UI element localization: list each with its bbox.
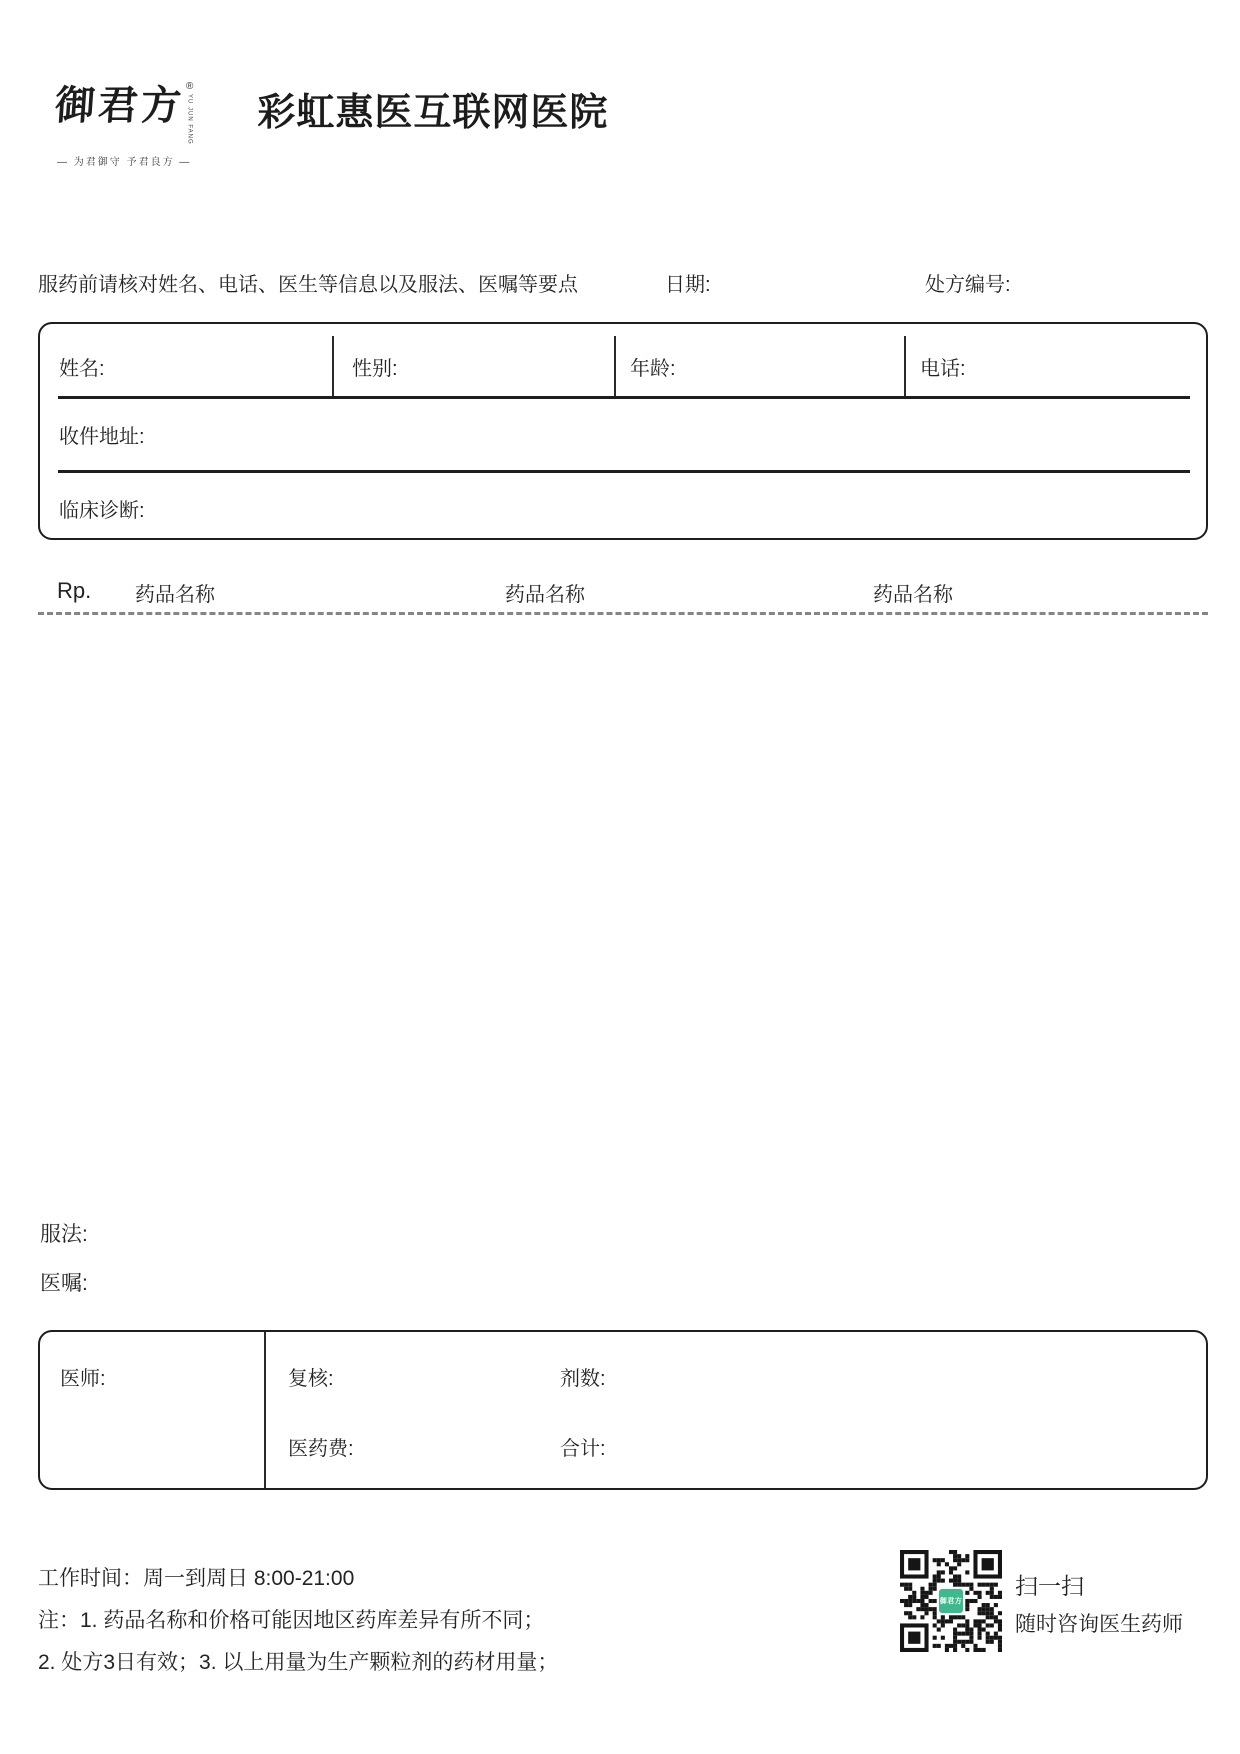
age-label: 年龄: xyxy=(630,358,676,380)
notice-row xyxy=(0,268,1240,296)
usage-label: 服法: xyxy=(40,1223,88,1246)
rp-label: Rp. xyxy=(57,578,92,603)
field-divider xyxy=(904,336,906,396)
drug-name-header: 药品名称 xyxy=(135,584,215,606)
qr-center-logo: 御君方 xyxy=(937,1587,965,1615)
logo-text: 御君方 xyxy=(53,82,186,129)
gender-label: 性别: xyxy=(352,358,398,380)
doses-label: 剂数: xyxy=(560,1368,606,1390)
field-divider xyxy=(614,336,616,396)
dashed-separator xyxy=(38,612,1208,615)
brand-header xyxy=(53,81,609,168)
scan-title: 扫一扫 xyxy=(1015,1573,1084,1599)
name-label: 姓名: xyxy=(59,358,105,380)
row-divider xyxy=(58,470,1190,473)
rx-number-label: 处方编号: xyxy=(925,274,1011,296)
note-line-1: 注：1. 药品名称和价格可能因地区药库差异有所不同； xyxy=(38,1609,545,1632)
qr-code xyxy=(900,1550,1002,1652)
drug-name-header: 药品名称 xyxy=(505,584,585,606)
drug-name-header: 药品名称 xyxy=(873,584,953,606)
field-divider xyxy=(332,336,334,396)
total-label: 合计: xyxy=(560,1438,606,1460)
verify-notice-text: 服药前请核对姓名、电话、医生等信息以及服法、医嘱等要点 xyxy=(38,274,578,296)
patient-info-box xyxy=(38,322,1208,540)
registered-trademark-icon: ® xyxy=(186,81,194,92)
brand-tagline: — 为君御守 予君良方 — xyxy=(57,156,192,168)
cell-divider xyxy=(264,1332,266,1488)
signoff-box xyxy=(38,1330,1208,1490)
phone-label: 电话: xyxy=(920,358,966,380)
work-hours-text: 工作时间：周一到周日 8:00-21:00 xyxy=(38,1567,355,1590)
doctor-label: 医师: xyxy=(60,1368,106,1390)
scan-subtitle: 随时咨询医生药师 xyxy=(1015,1613,1183,1636)
rp-header-row xyxy=(0,576,1240,606)
medicine-fee-label: 医药费: xyxy=(288,1438,354,1460)
advice-label: 医嘱: xyxy=(40,1272,88,1295)
date-label: 日期: xyxy=(665,274,711,296)
brand-logo xyxy=(53,81,194,168)
address-label: 收件地址: xyxy=(59,426,145,448)
logo-pinyin-vertical: YU JUN FANG xyxy=(186,94,193,145)
row-divider xyxy=(58,396,1190,399)
hospital-title: 彩虹惠医互联网医院 xyxy=(257,92,609,134)
diagnosis-label: 临床诊断: xyxy=(59,500,145,522)
note-line-2: 2. 处方3日有效；3. 以上用量为生产颗粒剂的药材用量； xyxy=(38,1651,559,1674)
review-label: 复核: xyxy=(288,1368,334,1390)
